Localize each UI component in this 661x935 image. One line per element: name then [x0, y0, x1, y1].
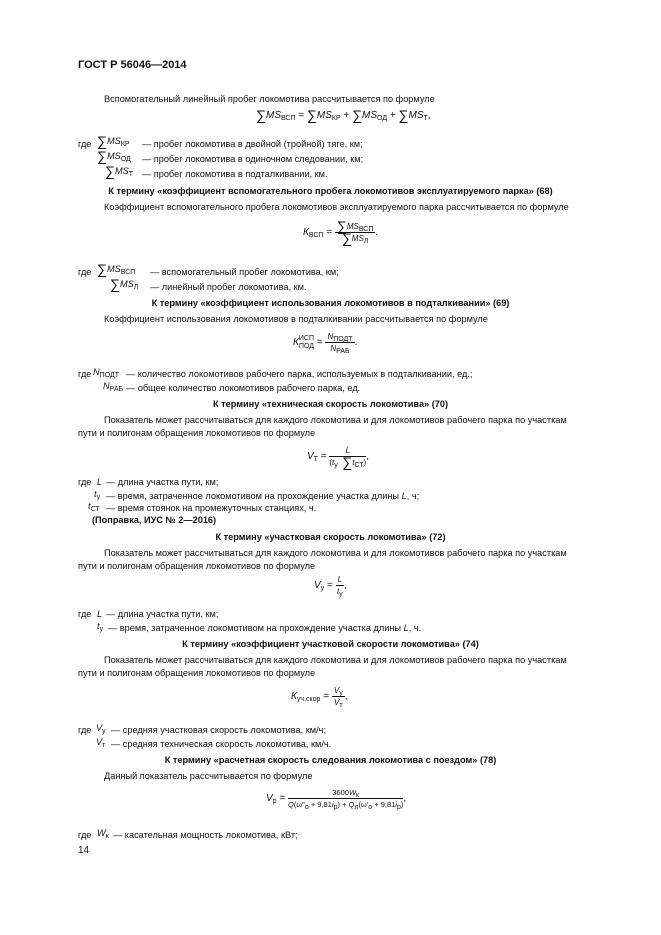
definition: — средняя участковая скорость локомотива, км/ч;: [111, 725, 327, 735]
amendment-note: (Поправка, ИУС № 2—2016): [92, 515, 217, 525]
paragraph: Коэффициент использования локомотивов в подталкивании рассчитывается по формуле: [104, 314, 488, 324]
where-label: где: [78, 725, 92, 735]
definition: — средняя техническая скорость локомотива, км/ч.: [111, 739, 332, 749]
symbol-ms-od: $\sum MS_{ОД}$: [97, 148, 131, 164]
definition: — количество локомотивов рабочего парка, используемых в подталкивании, ед.;: [126, 369, 473, 379]
where-label: где: [78, 477, 92, 487]
document-id: ГОСТ Р 56046—2014: [78, 59, 187, 71]
definition: — вспомогательный пробег локомотива, км;: [150, 267, 339, 277]
paragraph: пути и полигонам обращения локомотивов по формуле: [78, 428, 316, 438]
paragraph: Показатель может рассчитываться для каждого локомотива и для локомотивов рабочего парка по участкам: [104, 415, 567, 425]
where-label: где: [78, 609, 92, 619]
definition: — общее количество локомотивов рабочего парка, ед.: [126, 383, 361, 393]
symbol-v-u: $V_у$: [96, 723, 106, 735]
paragraph: Показатель может рассчитываться для каждого локомотива и для локомотивов рабочего парка по участкам: [104, 655, 567, 665]
symbol-w-k: $W_к$: [97, 828, 109, 840]
definition: — время, затраченное локомотивом на прохождение участка длины: [106, 491, 400, 501]
symbol-ms-l: $\sum MS_Л$: [110, 276, 139, 292]
symbol-ms-kr: $\sum MS_{КР}$: [97, 133, 130, 149]
formula-v-t: $V_Т$ = $\frac{L}{(t_у \sum t_{СТ})}$ ,: [307, 446, 369, 470]
paragraph: пути и полигонам обращения локомотивов по формуле: [78, 561, 316, 571]
formula-k-vsp: $К_{ВСП}$ = $\frac{\sum MS_{ВСП}}{\sum MS_Л}$ .: [303, 218, 379, 246]
definition: — пробег локомотива в подталкивании, км.: [142, 169, 328, 179]
where-label: где: [78, 369, 92, 379]
section-heading: К термину «коэффициент вспомогательного пробега локомотивов эксплуатируемого парка» (68): [108, 186, 553, 196]
symbol-n-rab: $N_{РАБ}$: [103, 381, 124, 393]
symbol-l: L: [97, 609, 103, 619]
formula-k-uch-skor: $К_{уч.скор}$ = $\frac{V_у}{V_т}$ ,: [291, 686, 348, 709]
symbol-n-podt: $N_{ПОДТ}$: [93, 367, 119, 379]
definition-with-symbol: — время, затраченное локомотивом на прохождение участка длины L, ч;: [106, 491, 420, 501]
definition: — пробег локомотива в двойной (тройной) тяге, км;: [142, 139, 363, 149]
symbol-l: L: [97, 477, 103, 487]
definition: — время стоянок на промежуточных станциях, ч.: [106, 503, 317, 513]
section-heading: К термину «расчетная скорость следования локомотива с поездом» (78): [164, 755, 497, 765]
symbol-t-st: $t_{СТ}$: [88, 501, 100, 513]
section-heading: К термину «коэффициент использования локомотивов в подталкивании» (69): [151, 298, 510, 308]
paragraph: Данный показатель рассчитывается по формуле: [104, 771, 313, 781]
definition: — длина участка пути, км;: [106, 477, 219, 487]
definition-with-symbol: — время, затраченное локомотивом на прохождение участка длины L, ч.: [108, 623, 422, 633]
paragraph: Показатель может рассчитываться для каждого локомотива и для локомотивов рабочего парка по участкам: [104, 548, 567, 558]
formula-v-r: $V_р$ = $\frac{3600W_к}{Q(\omega''_о + 9,81i_р) + Q_л(\omega'_о + 9,81i_р)}$ ,: [266, 788, 407, 811]
definition: — время, затраченное локомотивом на прохождение участка длины: [108, 623, 402, 633]
formula-k-pod: КИСП ПОД = $\frac{N_{ПОДТ}}{N_{РАБ}}$ .: [293, 332, 358, 355]
paragraph: пути и полигонам обращения локомотивов по формуле: [78, 668, 316, 678]
section-heading: К термину «коэффициент участковой скорости локомотива» (74): [182, 639, 479, 649]
definition: — длина участка пути, км;: [106, 609, 219, 619]
symbol-ms-vsp: $\sum MS_{ВСП}$: [97, 261, 136, 277]
definition: — касательная мощность локомотива, кВт;: [113, 830, 298, 840]
section-heading: К термину «участковая скорость локомотива» (72): [215, 532, 446, 542]
definition: — пробег локомотива в одиночном следовании, км;: [142, 154, 364, 164]
page-number: 14: [78, 845, 90, 856]
where-label: где: [78, 267, 92, 277]
where-label: где: [78, 139, 92, 149]
symbol-t-u: $t_у$: [97, 621, 104, 633]
symbol-t-u: $t_у$: [94, 489, 101, 501]
paragraph: Коэффициент вспомогательного пробега локомотивов эксплуатируемого парка рассчитывается по формуле: [104, 202, 569, 212]
formula-v-u: $V_у$ = $\frac{L}{t_у}$ ,: [314, 575, 347, 598]
definition: — линейный пробег локомотива, км.: [150, 282, 307, 292]
section-heading: К термину «техническая скорость локомотива» (70): [212, 399, 449, 409]
where-label: где: [78, 830, 92, 840]
formula-ms-vsp: $\sum MS_{ВСП} = \sum MS_{КР} + \sum MS_{ОД} + \sum MS_Т$,: [256, 107, 431, 123]
symbol-v-t: $V_т$: [96, 737, 106, 749]
symbol-ms-t: $\sum MS_Т$: [105, 163, 134, 179]
paragraph: Вспомогательный линейный пробег локомотива рассчитывается по формуле: [104, 94, 435, 104]
